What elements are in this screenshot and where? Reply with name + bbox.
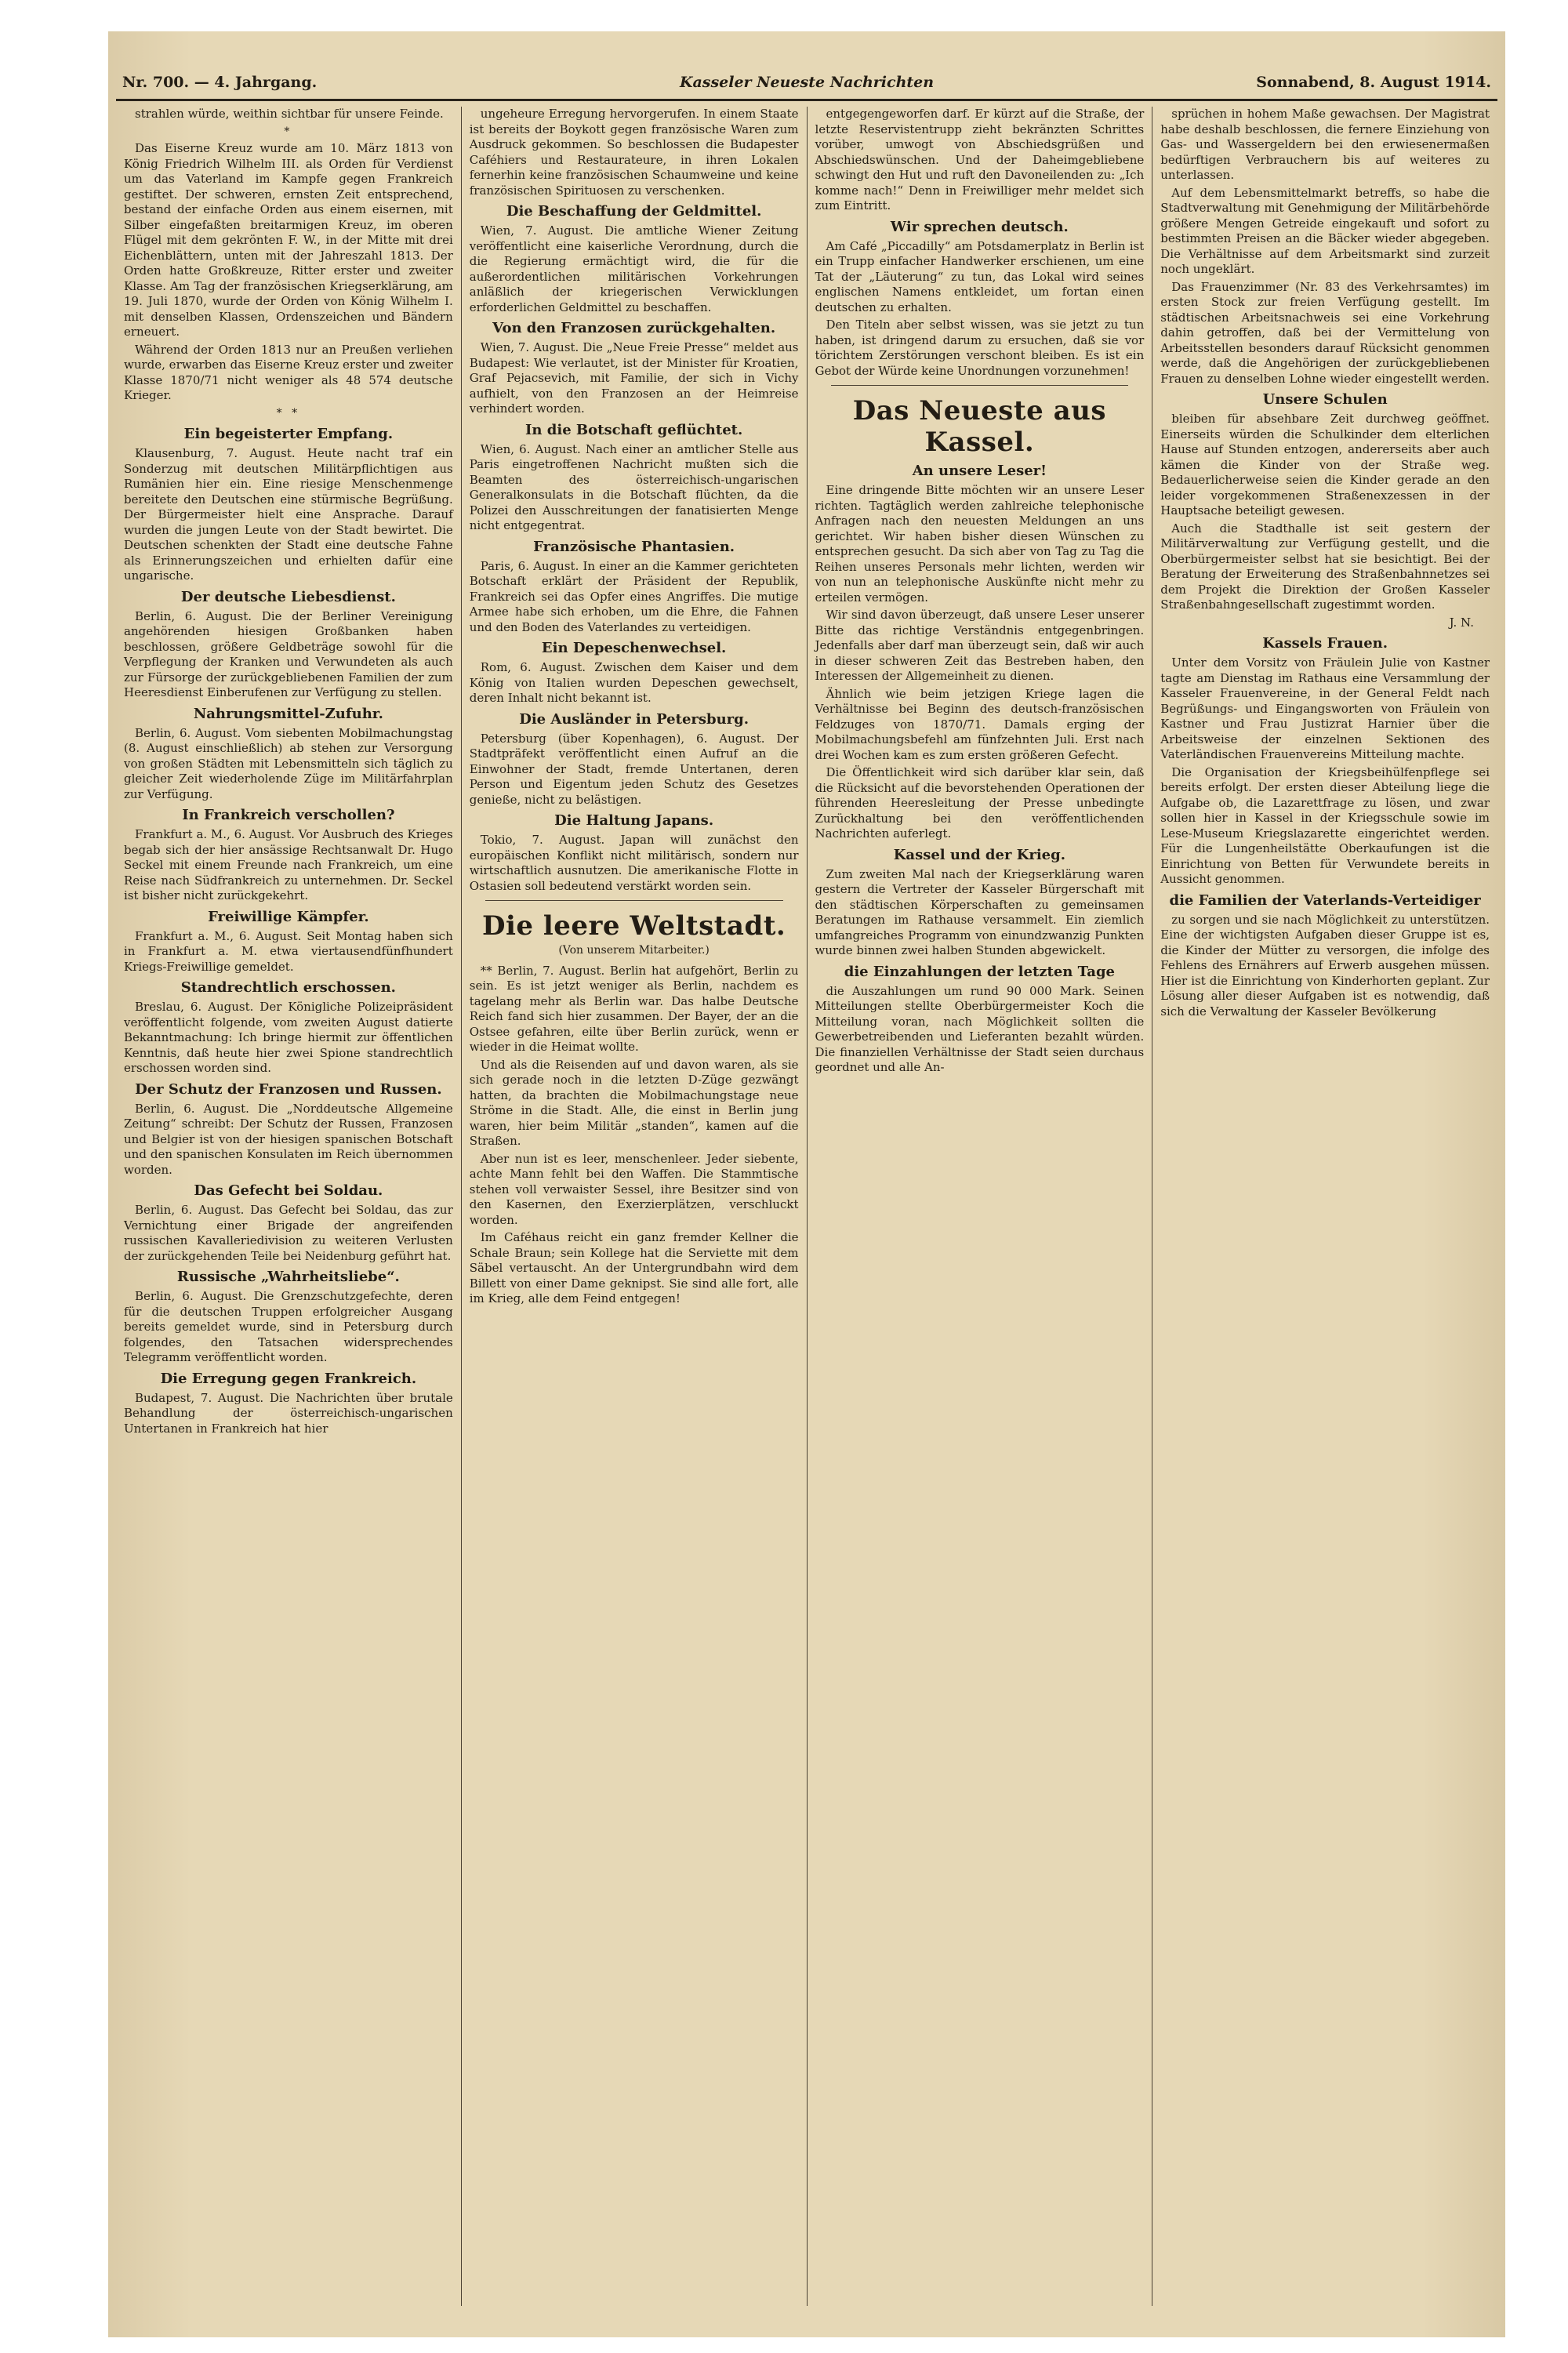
paragraph: Die Organisation der Kriegsbeihülfenpflege sei bereits erfolgt. Der ersten dieser Abteilung liege die Aufgabe ob, die Lazarettfrage zu lösen, und zwar sollen hier in Kassel in der Kriegsschule sowie im Lese-Museum Kriegslazarette eingerichtet werden. Für die Lungenheilstätte Oberkaufungen ist die Einrichtung von Betten für Verwundete bereits in Aussicht genommen. <box>1160 764 1490 886</box>
masthead <box>116 63 1497 101</box>
article-headline: die Familien der Vaterlands-Verteidiger <box>1169 891 1481 909</box>
paragraph: Frankfurt a. M., 6. August. Seit Montag haben sich in Frankfurt a. M. etwa viertausendfünfhundert Kriegs-Freiwillige gemeldet. <box>124 928 453 974</box>
author-signature: J. N. <box>1449 615 1474 630</box>
article-headline: Unsere Schulen <box>1262 391 1388 408</box>
issue-number: Nr. 700. — 4. Jahrgang. <box>122 74 318 91</box>
article-headline: Die Erregung gegen Frankreich. <box>160 1370 417 1387</box>
article-headline: Nahrungsmittel-Zufuhr. <box>193 705 383 722</box>
paragraph: Berlin, 6. August. Das Gefecht bei Soldau, das zur Vernichtung einer Brigade der angreifenden russischen Kavalleriedivision zu weiteren Verlusten der zurückgehenden Teile bei Neidenburg geführt hat. <box>124 1203 453 1263</box>
paragraph: Wien, 7. August. Die amtliche Wiener Zeitung veröffentlicht eine kaiserliche Verordnung, durch die die Regierung ermächtigt wird, die für die außerordentlichen militärischen Vorkehrungen anläßlich der kriegerischen Verwicklungen erforderlichen Geldmittel zu beschaffen. <box>469 223 799 314</box>
article-headline: In Frankreich verschollen? <box>182 807 395 823</box>
article-headline: Die Haltung Japans. <box>554 812 714 829</box>
paragraph: Klausenburg, 7. August. Heute nacht traf ein Sonderzug mit deutschen Militärpflichtigen aus Rumänien hier ein. Eine riesige Menschenmenge bereitete den Deutschen eine stürmische Begrüßung. Der Bürgermeister hielt eine Ansprache. Darauf wurden die jungen Leute von der Stadt bewirtet. Die Deutschen schenkten der Stadt eine deutsche Fahne als Erinnerungszeichen und erhielten dafür eine ungarische. <box>124 446 453 583</box>
paragraph: die Auszahlungen um rund 90 000 Mark. Seinen Mitteilungen stellte Oberbürgermeister Koch die Mitteilung voran, nach Möglichkeit sollten die Gewerbetreibenden und Lieferanten bezahlt würden. Die finanziellen Verhältnisse der Stadt seien durchaus geordnet und alle An- <box>815 983 1145 1074</box>
article-columns <box>116 107 1497 2306</box>
divider <box>485 900 783 901</box>
paragraph: Auch die Stadthalle ist seit gestern der Militärverwaltung zur Verfügung gestellt, und die Oberbürgermeister selbst hat sie besichtigt. Bei der Beratung der Erweiterung des Straßenbahnnetzes sei dem Projekt die Direktion der Großen Kasseler Straßenbahngesellschaft zugestimmt worden. <box>1160 521 1490 612</box>
paragraph: Breslau, 6. August. Der Königliche Polizeipräsident veröffentlicht folgende, vom zweiten August datierte Bekanntmachung: Ich bringe hiermit zur öffentlichen Kenntnis, daß heute hier zwei Spione standrechtlich erschossen worden sind. <box>124 1000 453 1075</box>
column-2 <box>462 107 808 2306</box>
paragraph: bleiben für absehbare Zeit durchweg geöffnet. Einerseits würden die Schulkinder dem elterlichen Hause auf Stunden entzogen, andererseits aber auch kämen die Kinder von der Straße weg. Bedauerlicherweise seien die Kinder gerade an den leider vorgekommenen Straßenexzessen in der Hauptsache beteiligt gewesen. <box>1160 412 1490 517</box>
paragraph: Petersburg (über Kopenhagen), 6. August. Der Stadtpräfekt veröffentlicht einen Aufruf an die Einwohner der Stadt, fremde Untertanen, deren Person und Eigentum jeden Schutz des Gesetzes genieße, nicht zu belästigen. <box>469 731 799 807</box>
paragraph: Den Titeln aber selbst wissen, was sie jetzt zu tun haben, ist dringend darum zu ersuchen, daß sie vor törichtem Zerstörungen verschont bleiben. Es ist ein Gebot der Würde keine Unordnungen vorzunehmen! <box>815 318 1145 378</box>
divider <box>831 385 1129 386</box>
paragraph: Wien, 7. August. Die „Neue Freie Presse“ meldet aus Budapest: Wie verlautet, ist der Minister für Kroatien, Graf Pejacsevich, mit Familie, der sich in Vichy aufhielt, von den Franzosen an der Heimreise verhindert worden. <box>469 340 799 416</box>
paragraph: sprüchen in hohem Maße gewachsen. Der Magistrat habe deshalb beschlossen, die fernere Einziehung von Gas- und Wassergeldern bei den erwiesenermaßen bedürftigen Verbrauchern bis auf weiteres zu unterlassen. <box>1160 107 1490 182</box>
paragraph: Budapest, 7. August. Die Nachrichten über brutale Behandlung der österreichisch-ungarischen Untertanen in Frankreich hat hier <box>124 1390 453 1436</box>
article-headline: die Einzahlungen der letzten Tage <box>844 963 1116 980</box>
paragraph: Rom, 6. August. Zwischen dem Kaiser und dem König von Italien wurden Depeschen gewechselt, deren Inhalt nicht bekannt ist. <box>469 660 799 705</box>
article-headline: Wir sprechen deutsch. <box>890 218 1069 235</box>
paragraph: ** Berlin, 7. August. Berlin hat aufgehört, Berlin zu sein. Es ist jetzt weniger als Berlin, nachdem es tagelang mehr als Berlin war. Das halbe Deutsche Reich fand sich hier zusammen. Der Bayer, der an die Ostsee gefahren, eilte über Berlin zurück, wenn er wieder in die Heimat wollte. <box>469 963 799 1054</box>
paragraph: Berlin, 6. August. Die Grenzschutzgefechte, deren für die deutschen Truppen erfolgreicher Ausgang bereits gemeldet wurde, sind in Petersburg durch folgendes, den Tatsachen widersprechendes Telegramm veröffentlicht worden. <box>124 1289 453 1364</box>
column-3 <box>808 107 1153 2306</box>
paragraph: Eine dringende Bitte möchten wir an unsere Leser richten. Tagtäglich werden zahlreiche telephonische Anfragen nach den neuesten Meldungen an uns gerichtet. Wir haben bisher diesen Wünschen zu entsprechen gesucht. Da sich aber von Tag zu Tag die Reihen unseres Personals mehr lichten, werden wir von nun an telephonische Auskünfte nicht mehr zu erteilen vermögen. <box>815 483 1145 605</box>
paragraph: ungeheure Erregung hervorgerufen. In einem Staate ist bereits der Boykott gegen französische Waren zum Ausdruck gekommen. So beschlossen die Budapester Caféhiers und Restaurateure, in ihren Lokalen fernerhin keine französischen Schaumweine und keine französischen Spirituosen zu verschenken. <box>469 107 799 198</box>
newspaper-page <box>108 31 1505 2337</box>
paragraph: Zum zweiten Mal nach der Kriegserklärung waren gestern die Vertreter der Kasseler Bürgerschaft mit den städtischen Körperschaften zu gemeinsamen Beratungen im Rathause versammelt. Ein ziemlich umfangreiches Programm von einundzwanzig Punkten wurde binnen zwei halben Stunden abgewickelt. <box>815 866 1145 957</box>
paragraph: Berlin, 6. August. Vom siebenten Mobilmachungstag (8. August einschließlich) ab stehen zur Versorgung von großen Städten mit Lebensmitteln sich täglich zu gleicher Zeit wiederholende Züge im Militärfahrplan zur Verfügung. <box>124 725 453 801</box>
column-1 <box>116 107 462 2306</box>
paragraph: Frankfurt a. M., 6. August. Vor Ausbruch des Krieges begab sich der hier ansässige Rechtsanwalt Dr. Hugo Seckel mit einem Freunde nach Frankreich, um eine Reise nach Südfrankreich zu unternehmen. Dr. Seckel ist bisher nicht zurückgekehrt. <box>124 827 453 902</box>
paragraph: Wien, 6. August. Nach einer an amtlicher Stelle aus Paris eingetroffenen Nachricht mußten sich die Beamten des österreichisch-ungarischen Generalkonsulats in die Botschaft flüchten, da die Polizei den Ausschreitungen der fanatisierten Menge nicht entgegentrat. <box>469 441 799 532</box>
article-headline: Ein Depeschenwechsel. <box>541 640 727 656</box>
paragraph: zu sorgen und sie nach Möglichkeit zu unterstützen. Eine der wichtigsten Aufgaben dieser Gruppe ist es, die Kinder der Mütter zu versorgen, die infolge des Fehlens des Ernährers auf Erwerb ausgehen müssen. Hier ist die Einrichtung von Kinderhorten geplant. Zur Lösung aller dieser Aufgaben ist es notwendig, daß sich die Verwaltung der Kasseler Bevölkerung <box>1160 912 1490 1019</box>
paragraph: Die Öffentlichkeit wird sich darüber klar sein, daß die Rücksicht auf die bevorstehenden Operationen der führenden Heeresleitung der Presse unbedingte Zurückhaltung bei den veröffentlichenden Nachrichten auferlegt. <box>815 765 1145 841</box>
section-headline: Die leere Weltstadt. <box>481 910 786 942</box>
article-headline: Französische Phantasien. <box>533 538 735 555</box>
paragraph: Berlin, 6. August. Die der Berliner Vereinigung angehörenden hiesigen Großbanken haben beschlossen, größere Geldbeträge sowohl für die Verpflegung der Kranken und Verwundeten als auch zur Fürsorge der zurückgebliebenen Familien der zum Heeresdienst Einberufenen zur Verfügung zu stellen. <box>124 608 453 699</box>
paragraph: Das Frauenzimmer (Nr. 83 des Verkehrsamtes) im ersten Stock zur freien Verfügung gestellt. Im städtischen Arbeitsnachweis sei eine Vorkehrung dahin getroffen, daß bei der Vermittelung von Arbeitsstellen besonders darauf Rücksicht genommen werde, daß die Angehörigen der zurückgebliebenen Frauen zu denselben Lohne wieder eingestellt werden. <box>1160 279 1490 386</box>
article-headline: Ein begeisterter Empfang. <box>183 426 394 442</box>
paragraph: Berlin, 6. August. Die „Norddeutsche Allgemeine Zeitung“ schreibt: Der Schutz der Russen, Franzosen und Belgier ist von der hiesigen spanischen Botschaft und den spanischen Konsulaten im Reich übernommen worden. <box>124 1101 453 1177</box>
article-headline: Kassel und der Krieg. <box>893 846 1065 863</box>
article-headline: In die Botschaft geflüchtet. <box>525 421 743 438</box>
paragraph: Auf dem Lebensmittelmarkt betreffs, so habe die Stadtverwaltung mit Genehmigung der Militärbehörde größere Mengen Getreide eingekauft und sofort zu bestimmten Preisen an die Bäcker wieder abgegeben. Die Verhältnisse auf dem Arbeitsmarkt sind zurzeit noch ungeklärt. <box>1160 185 1490 276</box>
article-headline: Der Schutz der Franzosen und Russen. <box>135 1080 442 1098</box>
paragraph: Im Caféhaus reicht ein ganz fremder Kellner die Schale Braun; sein Kollege hat die Serviette mit dem Säbel vertauscht. An der Untergrundbahn wird dem Billett von einer Dame geknipst. Sie sind alle fort, alle im Krieg, alle dem Feind entgegen! <box>469 1230 799 1305</box>
column-4 <box>1152 107 1497 2306</box>
paragraph: Während der Orden 1813 nur an Preußen verliehen wurde, erwarben das Eiserne Kreuz erster und zweiter Klasse 1870/71 nicht weniger als 48 574 deutsche Krieger. <box>124 342 453 402</box>
paragraph: Das Eiserne Kreuz wurde am 10. März 1813 von König Friedrich Wilhelm III. als Orden für Verdienst um das Vaterland im Kampfe gegen Frankreich gestiftet. Der schweren, ernsten Zeit entsprechend, bestand der einfache Orden aus einem eisernen, mit Silber eingefaßten breitarmigen Kreuz, im oberen Flügel mit dem gekrönten F. W., in der Mitte mit drei Eichenblättern, unten mit der Jahreszahl 1813. Der Orden hatte Großkreuze, Ritter erster und zweiter Klasse. Am Tag der französischen Kriegserklärung, am 19. Juli 1870, wurde der Orden von König Wilhelm I. mit denselben Klassen, Ordenszeichen und Bändern erneuert. <box>124 141 453 339</box>
article-headline: Kassels Frauen. <box>1262 635 1388 652</box>
paragraph: Paris, 6. August. In einer an die Kammer gerichteten Botschaft erklärt der Präsident der Republik, Frankreich sei das Opfer eines Angriffes. Die mutige Armee habe sich erhoben, um die Ehre, die Fahnen und den Boden des Vaterlandes zu verteidigen. <box>469 558 799 634</box>
article-headline: Freiwillige Kämpfer. <box>208 908 369 925</box>
article-headline: Russische „Wahrheitsliebe“. <box>176 1269 400 1285</box>
paragraph: Tokio, 7. August. Japan will zunächst den europäischen Konflikt nicht militärisch, sondern nur wirtschaftlich ausnutzen. Die amerikanische Flotte in Ostasien soll bedeutend verstärkt worden sein. <box>469 833 799 893</box>
paragraph: entgegengeworfen darf. Er kürzt auf die Straße, der letzte Reservistentrupp zieht bekränzten Schrittes vorüber, umwogt von Abschiedsgrüßen und Abschiedswünschen. Und der Daheimgebliebene schwingt den Hut und ruft den Davoneilenden zu: „Ich komme nach!“ Denn in Freiwilliger mehr meldet sich zum Eintritt. <box>815 107 1145 212</box>
paragraph: strahlen würde, weithin sichtbar für unsere Feinde. <box>135 107 444 121</box>
paragraph: Ähnlich wie beim jetzigen Kriege lagen die Verhältnisse bei Beginn des deutsch-französischen Feldzuges von 1870/71. Damals erging der Mobilmachungsbefehl am fünfzehnten Juli. Erst nach drei Wochen kam es zum ersten größeren Gefecht. <box>815 686 1145 762</box>
issue-date: Sonnabend, 8. August 1914. <box>1256 74 1491 91</box>
paragraph: Unter dem Vorsitz von Fräulein Julie von Kastner tagte am Dienstag im Rathaus eine Versammlung der Kasseler Frauenvereine, in der General Feldt nach Begrüßungs- und Eingangsworten von Fräulein von Kastner und Frau Justizrat Harnier über die Arbeitsweise der einzelnen Sektionen des Vaterländischen Frauenvereins Mitteilung machte. <box>1160 655 1490 761</box>
paragraph: Aber nun ist es leer, menschenleer. Jeder siebente, achte Mann fehlt bei den Waffen. Die Stammtische stehen voll verwaister Sessel, ihre Besitzer sind von den Kasernen, den Exerzierplätzen, verschluckt worden. <box>469 1151 799 1227</box>
paragraph: Wir sind davon überzeugt, daß unsere Leser unserer Bitte das richtige Verständnis entgegenbringen. Jedenfalls aber darf man überzeugt sein, daß wir auch in dieser schweren Zeit das Bestreben haben, den Interessen der Allgemeinheit zu dienen. <box>815 608 1145 683</box>
article-headline: Das Gefecht bei Soldau. <box>194 1182 383 1199</box>
separator-asterisks: * * <box>276 406 301 419</box>
paragraph: Am Café „Piccadilly“ am Potsdamerplatz in Berlin ist ein Trupp einfacher Handwerker erschienen, um eine Tat der „Läuterung“ zu tun, das Lokal wird seines englischen Namens entkleidet, um fortan einen deutschen zu erhalten. <box>815 238 1145 314</box>
section-headline: Das Neueste aus Kassel. <box>852 395 1106 458</box>
separator-asterisks: * <box>284 125 293 138</box>
article-headline: An unsere Leser! <box>912 463 1047 479</box>
article-headline: Die Beschaffung der Geldmittel. <box>506 203 762 220</box>
article-headline: Der deutsche Liebesdienst. <box>180 588 396 605</box>
article-headline: Standrechtlich erschossen. <box>180 979 396 996</box>
article-headline: Die Ausländer in Petersburg. <box>519 710 750 728</box>
newspaper-title: Kasseler Neueste Nachrichten <box>679 74 935 91</box>
paragraph: Und als die Reisenden auf und davon waren, als sie sich gerade noch in die letzten D-Züge gezwängt hatten, da brachten die Mobilmachungstage neue Ströme in die Stadt. Alle, die einst in Berlin jung waren, hier beim Militär „standen“, kamen auf die Straßen. <box>469 1057 799 1148</box>
article-headline: Von den Franzosen zurückgehalten. <box>492 320 776 336</box>
byline: (Von unserem Mitarbeiter.) <box>558 944 710 957</box>
